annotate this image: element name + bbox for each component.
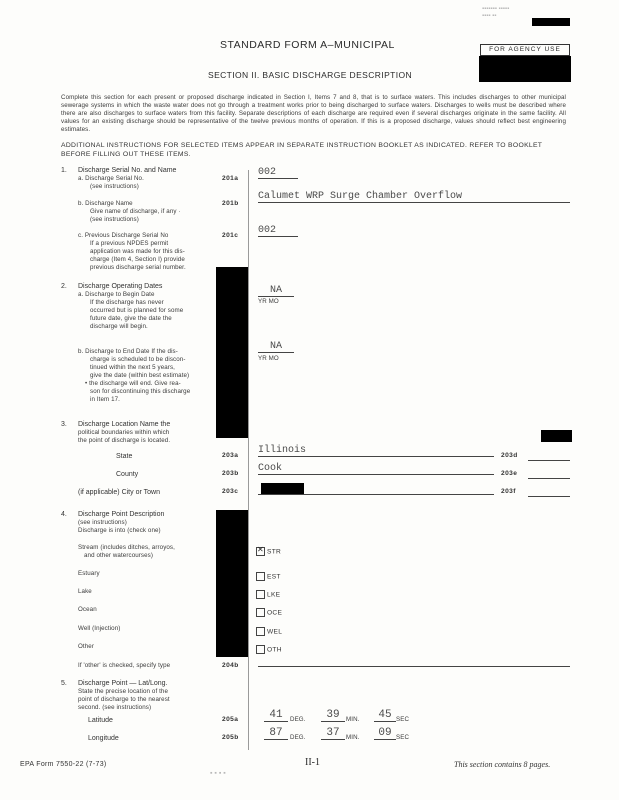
item3-sub-2: the point of discharge is located. xyxy=(78,437,171,444)
state-right-code: 203d xyxy=(501,452,518,459)
latitude-label: Latitude xyxy=(88,717,113,724)
redaction-agency-use xyxy=(479,56,571,82)
form-number: EPA Form 7550-22 (7-73) xyxy=(20,761,107,768)
item2a-sub-2: occurred but is planned for some xyxy=(90,307,184,314)
state-field[interactable]: Illinois xyxy=(258,445,494,457)
option-ocean-label: Ocean xyxy=(78,606,97,613)
option-stream-label2: and other watercourses) xyxy=(84,552,154,559)
item3-number: 3. xyxy=(61,421,67,428)
item1b-code: 201b xyxy=(222,200,239,207)
latitude-min-field[interactable]: 39 xyxy=(321,709,345,722)
item2a-sub-3: future date, give the date the xyxy=(90,315,172,322)
option-estuary-label: Estuary xyxy=(78,570,100,577)
latitude-deg-unit: DEG. xyxy=(290,716,306,723)
item1a-code: 201a xyxy=(222,175,239,182)
item1-title: Discharge Serial No. and Name xyxy=(78,167,177,174)
faint-stamp: ▪▪▪▪▪▪▪ ▪▪▪▪▪ ▪▪▪▪ ▪▪ xyxy=(482,6,510,19)
option-estuary-checkbox[interactable]: EST xyxy=(256,568,281,586)
item1c-sub-3: charge (Item 4, Section I) provide xyxy=(90,256,185,263)
city-right-field[interactable] xyxy=(528,486,570,497)
longitude-deg-field[interactable]: 87 xyxy=(264,727,288,740)
item2b-sub-4: • the discharge will end. Give rea- xyxy=(85,380,181,387)
checkbox-icon xyxy=(256,608,265,617)
code-column-line xyxy=(248,170,249,750)
longitude-sec-field[interactable]: 09 xyxy=(374,727,396,740)
item3-title: Discharge Location Name the xyxy=(78,421,171,428)
item2b-sub-2: tinued within the next 5 years, xyxy=(90,364,175,371)
intro-paragraph: Complete this section for each present or proposed discharge indicated in Section I, Items 7 and 8, that is to surface waters. This includes discharges to other municipal sewerage systems in which the waste water does not go through a treatment works prior to being discharged to surface waters. Discharges to wells must be described where there are also discharges to surface waters from this facility. Separate descriptions of each discharge are required even if several discharges originate in the same facility. All values for an existing discharge should be representative of the twelve previous months of operation. If this is a proposed discharge, values should reflect best engineering estimates. xyxy=(61,94,566,133)
option-other-label: Other xyxy=(78,643,94,650)
item2a-sub-1: If the discharge has never xyxy=(90,299,164,306)
other-type-label: If 'other' is checked, specify type xyxy=(78,662,171,669)
item1c-code: 201c xyxy=(222,232,239,239)
item1c-sub-2: application was made for this dis- xyxy=(90,248,185,255)
item2b-sub-3: give the date (within best estimate) xyxy=(90,372,190,379)
end-date-field[interactable]: NA xyxy=(258,341,294,353)
longitude-deg-unit: DEG. xyxy=(290,734,306,741)
discharge-name-field[interactable]: Calumet WRP Surge Chamber Overflow xyxy=(258,191,570,203)
state-code: 203a xyxy=(222,452,239,459)
redaction-top-right xyxy=(532,18,570,26)
item5-title: Discharge Point — Lat/Long. xyxy=(78,680,168,687)
longitude-label: Longitude xyxy=(88,735,119,742)
item1a-label: a. Discharge Serial No. xyxy=(78,175,144,182)
county-field[interactable]: Cook xyxy=(258,463,494,475)
begin-date-units: YR MO xyxy=(258,298,279,305)
section-heading: SECTION II. BASIC DISCHARGE DESCRIPTION xyxy=(208,70,413,80)
other-type-code: 204b xyxy=(222,662,239,669)
checkbox-icon xyxy=(256,572,265,581)
city-code: 203c xyxy=(222,488,239,495)
item5-number: 5. xyxy=(61,680,67,687)
item2a-label: a. Discharge to Begin Date xyxy=(78,291,155,298)
county-right-code: 203e xyxy=(501,470,518,477)
previous-serial-field[interactable]: 002 xyxy=(258,225,298,237)
item2b-sub-1: charge is scheduled to be discon- xyxy=(90,356,186,363)
section-page-count: This section contains 8 pages. xyxy=(454,760,551,769)
county-right-field[interactable] xyxy=(528,468,570,479)
latitude-deg-field[interactable]: 41 xyxy=(264,709,288,722)
item3-sub-1: political boundaries within which xyxy=(78,429,170,436)
checkbox-icon xyxy=(256,627,265,636)
begin-date-field[interactable]: NA xyxy=(258,285,294,297)
item1b-sub-2: (see instructions) xyxy=(90,216,139,223)
redaction-codes-item4 xyxy=(216,510,248,657)
option-ocean-checkbox[interactable]: OCE xyxy=(256,604,282,622)
option-stream-label: Stream (includes ditches, arroyos, xyxy=(78,544,175,551)
item2-number: 2. xyxy=(61,283,67,290)
form-title: STANDARD FORM A–MUNICIPAL xyxy=(220,39,395,51)
item1a-sub: (see instructions) xyxy=(90,183,139,190)
latitude-code: 205a xyxy=(222,716,239,723)
redaction-city xyxy=(261,483,304,494)
item2b-sub-5: son for discontinuing this discharge xyxy=(90,388,191,395)
page-number: II-1 xyxy=(305,757,320,768)
item1c-sub-1: If a previous NPDES permit xyxy=(90,240,169,247)
county-label: County xyxy=(116,471,139,478)
option-well-checkbox[interactable]: WEL xyxy=(256,623,282,641)
item1c-sub-4: previous discharge serial number. xyxy=(90,264,186,271)
longitude-sec-unit: SEC xyxy=(396,734,410,741)
discharge-serial-field[interactable]: 002 xyxy=(258,167,298,179)
city-label: (if applicable) City or Town xyxy=(78,489,160,496)
option-well-label: Well (Injection) xyxy=(78,625,121,632)
item1c-label: c. Previous Discharge Serial No xyxy=(78,232,169,239)
state-label: State xyxy=(116,453,133,460)
checkbox-icon xyxy=(256,645,265,654)
longitude-min-unit: MIN. xyxy=(346,734,360,741)
end-date-units: YR MO xyxy=(258,355,279,362)
item5-sub-1: State the precise location of the xyxy=(78,688,168,695)
state-right-field[interactable] xyxy=(528,450,570,461)
city-right-code: 203f xyxy=(501,488,516,495)
item4-title: Discharge Point Description xyxy=(78,511,165,518)
checkbox-icon xyxy=(256,590,265,599)
item4-number: 4. xyxy=(61,511,67,518)
other-type-field[interactable] xyxy=(258,658,570,667)
item5-sub-3: second. (see instructions) xyxy=(78,704,152,711)
longitude-min-field[interactable]: 37 xyxy=(321,727,345,740)
county-code: 203b xyxy=(222,470,239,477)
additional-instructions: ADDITIONAL INSTRUCTIONS FOR SELECTED ITEMS APPEAR IN SEPARATE INSTRUCTION BOOKLET AS INDICATED. REFER TO BOOKLET BEFORE FILLING OUT THESE ITEMS. xyxy=(61,142,543,158)
item1-number: 1. xyxy=(61,167,67,174)
latitude-min-unit: MIN. xyxy=(346,716,360,723)
option-other-checkbox[interactable]: OTH xyxy=(256,641,282,659)
redaction-right-203 xyxy=(541,430,572,442)
item1b-label: b. Discharge Name xyxy=(78,200,133,207)
item2-title: Discharge Operating Dates xyxy=(78,283,163,290)
latitude-sec-unit: SEC xyxy=(396,716,410,723)
item5-sub-2: point of discharge to the nearest xyxy=(78,696,170,703)
option-lake-label: Lake xyxy=(78,588,92,595)
item2b-label: b. Discharge to End Date If the dis- xyxy=(78,348,178,355)
faint-footer-stamp: ▪ ▪ ▪ ▪ xyxy=(210,770,226,777)
option-lake-checkbox[interactable]: LKE xyxy=(256,586,280,604)
longitude-code: 205b xyxy=(222,734,239,741)
checked-checkbox-icon: ✕ xyxy=(257,545,264,555)
item2a-sub-4: discharge will begin. xyxy=(90,323,148,330)
item1b-sub-1: Give name of discharge, if any · xyxy=(90,208,181,215)
agency-use-box: FOR AGENCY USE xyxy=(480,44,570,56)
item4-sub-1: (see instructions) xyxy=(78,519,127,526)
item2b-sub-6: in Item 17. xyxy=(90,396,120,403)
redaction-codes-item2 xyxy=(216,267,248,438)
latitude-sec-field[interactable]: 45 xyxy=(374,709,396,722)
item4-sub-2: Discharge is into (check one) xyxy=(78,527,161,534)
option-stream-checkbox[interactable]: ✕ STR xyxy=(257,545,282,556)
